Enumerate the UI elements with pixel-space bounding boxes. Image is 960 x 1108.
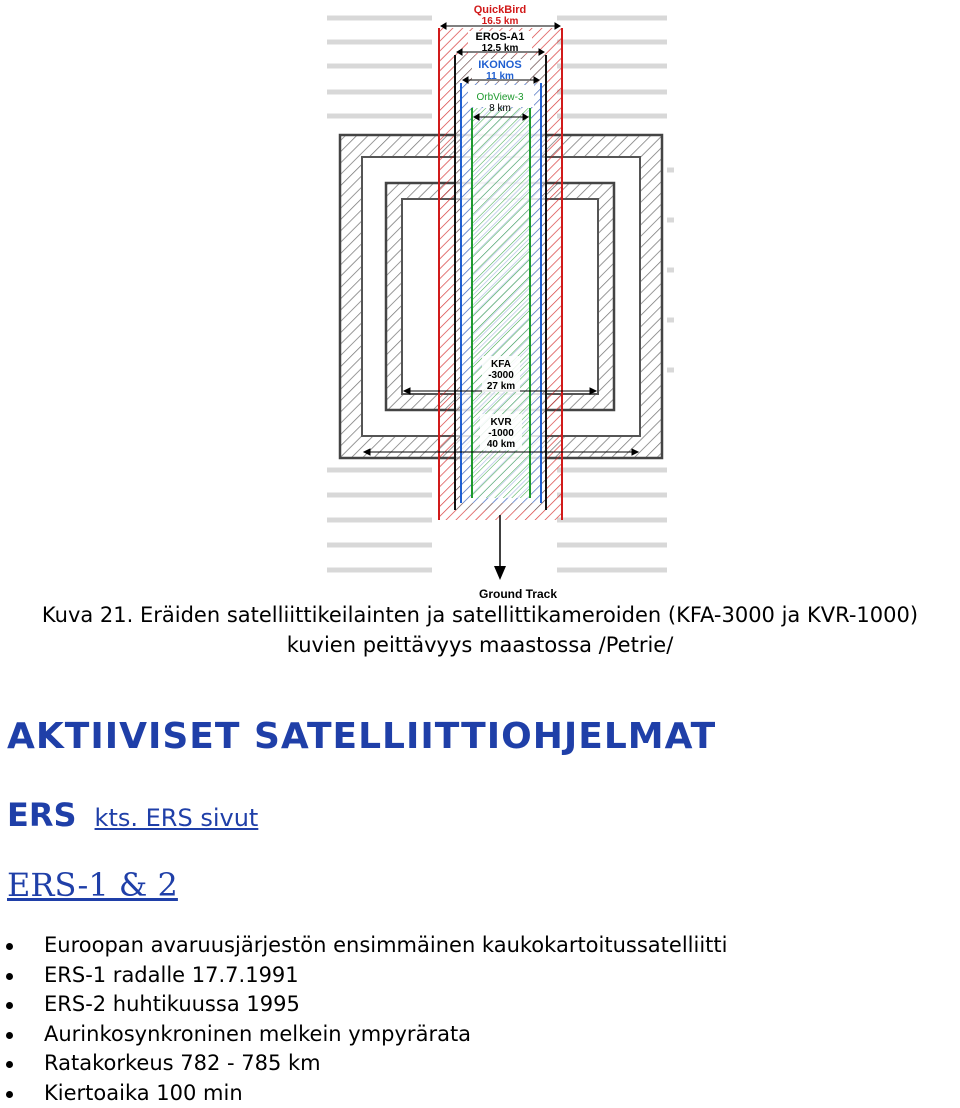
ikonos-width: 11 km xyxy=(486,71,514,82)
caption-line-2: kuvien peittävyys maastossa /Petrie/ xyxy=(0,630,960,660)
kfa-label: KFA xyxy=(491,359,511,370)
list-item: ERS-1 radalle 17.7.1991 xyxy=(0,961,727,991)
ers-pages-link[interactable]: kts. ERS sivut xyxy=(95,804,259,832)
ground-track-arrow xyxy=(494,515,506,580)
figure-caption xyxy=(0,600,960,660)
eros-width: 12.5 km xyxy=(482,43,519,54)
quickbird-width: 16.5 km xyxy=(482,16,519,27)
list-item: Kiertoaika 100 min xyxy=(0,1079,727,1108)
orbview-width: 8 km xyxy=(489,103,511,114)
ground-track-label: Ground Track xyxy=(479,587,557,600)
section-heading: AKTIIVISET SATELLIITTIOHJELMAT xyxy=(7,716,716,757)
kvr-model: -1000 xyxy=(488,428,514,439)
kvr-width: 40 km xyxy=(487,439,515,450)
ikonos-label: IKONOS xyxy=(478,59,521,71)
list-item: Euroopan avaruusjärjestön ensimmäinen kaukokartoitussatelliitti xyxy=(0,931,727,961)
ers12-heading: ERS-1 & 2 xyxy=(7,866,178,904)
caption-line-1: Kuva 21. Eräiden satelliittikeilainten ja satellittikameroiden (KFA-3000 ja KVR-1000) xyxy=(0,600,960,630)
coverage-diagram xyxy=(322,0,677,600)
list-item: Ratakorkeus 782 - 785 km xyxy=(0,1049,727,1079)
coverage-figure xyxy=(322,0,677,600)
quickbird-label: QuickBird xyxy=(474,4,527,16)
kvr-label: KVR xyxy=(490,417,512,428)
kfa-width: 27 km xyxy=(487,381,515,392)
ers-facts-list xyxy=(0,931,727,1108)
ers-heading-row xyxy=(7,796,258,834)
eros-label: EROS-A1 xyxy=(476,31,525,43)
list-item: ERS-2 huhtikuussa 1995 xyxy=(0,990,727,1020)
list-item: Aurinkosynkroninen melkein ympyrärata xyxy=(0,1020,727,1050)
orbview-label: OrbView-3 xyxy=(476,92,523,103)
ers-heading: ERS xyxy=(7,796,77,834)
kfa-model: -3000 xyxy=(488,370,514,381)
